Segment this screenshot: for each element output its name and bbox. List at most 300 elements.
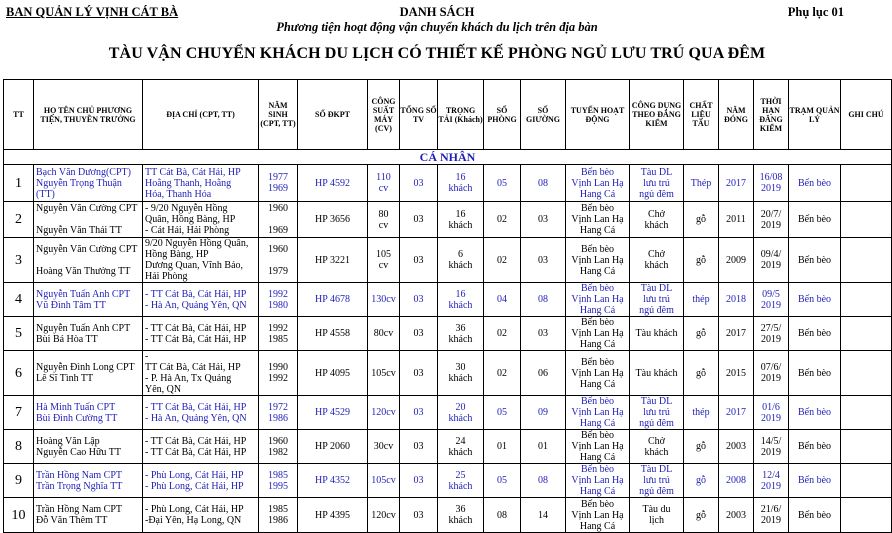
engine-power xyxy=(368,283,400,317)
bed-count: 01 xyxy=(521,430,566,464)
vessel-table xyxy=(3,79,892,533)
addresses xyxy=(143,238,259,283)
cell-line: Trần Trọng Nghĩa TT xyxy=(36,480,123,492)
operating-route xyxy=(566,165,630,202)
row-number: 6 xyxy=(4,351,34,396)
cell-line: Bến bèo xyxy=(580,464,615,475)
cell-line: khách xyxy=(644,446,669,458)
owner-captain-names xyxy=(34,464,143,498)
cell-line: cv xyxy=(378,183,389,194)
hull-material: gỗ xyxy=(684,464,719,498)
cell-line: Hồng Bàng, HP xyxy=(145,249,209,260)
crew-count: 03 xyxy=(400,238,438,283)
operating-route xyxy=(566,430,630,464)
passenger-capacity xyxy=(438,238,484,283)
registered-usage xyxy=(630,283,684,317)
build-year: 2015 xyxy=(719,351,754,396)
build-year: 2003 xyxy=(719,498,754,533)
cell-line: lưu trú xyxy=(643,407,670,418)
cell-line: - TT Cát Bà, Cát Hải, HP xyxy=(145,333,247,345)
inspection-expiry xyxy=(754,464,789,498)
bed-count: 03 xyxy=(521,317,566,351)
document-header xyxy=(0,0,874,75)
cell-line: khách xyxy=(448,260,473,271)
room-count: 05 xyxy=(484,464,521,498)
cell-line: 1980 xyxy=(268,299,288,311)
cell-line: TT Cát Bà, Cát Hải, HP xyxy=(145,166,241,178)
cell-line: khách xyxy=(448,412,473,424)
crew-count: 03 xyxy=(400,283,438,317)
passenger-capacity xyxy=(438,283,484,317)
cell-line: Tàu DL xyxy=(640,396,673,407)
table-row xyxy=(4,317,892,351)
bed-count: 08 xyxy=(521,464,566,498)
cell-line: khách xyxy=(448,219,473,231)
registration-number: HP 4558 xyxy=(298,317,368,351)
hull-material: gỗ xyxy=(684,430,719,464)
cell-line: khách xyxy=(448,299,473,311)
table-header-row xyxy=(4,80,892,150)
registration-number: HP 4095 xyxy=(298,351,368,396)
cell-line: -Đại Yên, Hạ Long, QN xyxy=(145,515,242,526)
cell-line: 09/4/ xyxy=(760,249,782,260)
build-year: 2017 xyxy=(719,165,754,202)
crew-count: 03 xyxy=(400,396,438,430)
crew-count: 03 xyxy=(400,317,438,351)
cell-line: Tàu DL xyxy=(640,166,673,178)
table-row xyxy=(4,202,892,238)
cell-line: Hoàng Văn Thưởng TT xyxy=(36,265,131,277)
note xyxy=(841,396,892,430)
cell-line: 105 xyxy=(376,249,391,260)
addresses xyxy=(143,464,259,498)
owner-captain-names xyxy=(34,351,143,396)
table-row xyxy=(4,498,892,533)
cell-line: 2019 xyxy=(761,480,781,492)
management-station: Bến bèo xyxy=(789,238,841,283)
birth-years xyxy=(259,202,298,238)
room-count: 02 xyxy=(484,238,521,283)
row-number: 4 xyxy=(4,283,34,317)
registration-number: HP 4395 xyxy=(298,498,368,533)
document-type: DANH SÁCH xyxy=(399,5,475,19)
engine-power xyxy=(368,165,400,202)
registered-usage xyxy=(630,498,684,533)
table-row xyxy=(4,396,892,430)
owner-captain-names xyxy=(34,317,143,351)
cell-line: ngủ đêm xyxy=(639,305,674,316)
owner-captain-names xyxy=(34,238,143,283)
passenger-capacity xyxy=(438,165,484,202)
col-header: TUYẾN HOẠT ĐỘNG xyxy=(566,80,630,150)
col-header: CÔNG SUẤT MÁY (CV) xyxy=(368,80,400,150)
note xyxy=(841,165,892,202)
room-count: 02 xyxy=(484,351,521,396)
agency-name: BAN QUẢN LÝ VỊNH CÁT BÀ xyxy=(6,5,179,19)
cell-line: Yên, QN xyxy=(145,384,182,395)
engine-power xyxy=(368,202,400,238)
cell-line: Vịnh Lan Hạ xyxy=(571,475,624,486)
cell-line: - TT Cát Bà, Cát Hải, HP xyxy=(145,446,247,458)
hull-material: thép xyxy=(684,396,719,430)
cell-line: Nguyễn Tuấn Anh CPT xyxy=(36,322,131,334)
row-number: 9 xyxy=(4,464,34,498)
cell-line: Vũ Đình Tâm TT xyxy=(36,299,106,311)
owner-captain-names xyxy=(34,283,143,317)
cell-line: 120cv xyxy=(371,509,396,521)
row-number: 10 xyxy=(4,498,34,533)
crew-count: 03 xyxy=(400,351,438,396)
cell-line: - TT Cát Bà, Cát Hải, HP xyxy=(145,401,247,413)
cell-line: 2019 xyxy=(761,260,781,271)
owner-captain-names xyxy=(34,396,143,430)
passenger-capacity xyxy=(438,202,484,238)
cell-line: 6 xyxy=(458,249,463,260)
document-title: TÀU VẬN CHUYỂN KHÁCH DU LỊCH CÓ THIẾT KẾ PHÒNG NGỦ LƯU TRÚ QUA ĐÊM xyxy=(108,45,766,62)
col-header: NĂM ĐÓNG xyxy=(719,80,754,150)
cell-line: cv xyxy=(378,219,389,231)
cell-line: 25 xyxy=(455,469,466,481)
cell-line: Bùi Đình Cường TT xyxy=(36,412,118,424)
registered-usage xyxy=(630,396,684,430)
col-header: SỐ PHÒNG xyxy=(484,80,521,150)
cell-line: ngủ đêm xyxy=(639,418,674,429)
cell-line: Tàu khách xyxy=(635,367,678,379)
cell-line: - xyxy=(145,351,149,362)
passenger-capacity xyxy=(438,317,484,351)
registration-number: HP 2060 xyxy=(298,430,368,464)
row-number: 5 xyxy=(4,317,34,351)
inspection-expiry xyxy=(754,165,789,202)
build-year: 2009 xyxy=(719,238,754,283)
cell-line: Bạch Văn Dương(CPT) xyxy=(36,166,131,178)
room-count: 08 xyxy=(484,498,521,533)
bed-count: 14 xyxy=(521,498,566,533)
table-row xyxy=(4,430,892,464)
build-year: 2017 xyxy=(719,317,754,351)
cell-line: Vịnh Lan Hạ xyxy=(571,441,624,452)
addresses xyxy=(143,202,259,238)
cell-line: 24 xyxy=(455,435,466,447)
cell-line: Nguyễn Trọng Thuận (TT) xyxy=(36,177,122,200)
crew-count: 03 xyxy=(400,430,438,464)
cell-line: 07/6/ xyxy=(760,362,782,373)
crew-count: 03 xyxy=(400,498,438,533)
cell-line: Nguyễn Cao Hữu TT xyxy=(36,446,121,458)
cell-line: Hang Cá xyxy=(579,418,616,429)
operating-route xyxy=(566,351,630,396)
cell-line: lưu trú xyxy=(643,294,670,305)
col-header: SỐ ĐKPT xyxy=(298,80,368,150)
cell-line: Tàu khách xyxy=(635,328,678,339)
registration-number: HP 4592 xyxy=(298,165,368,202)
cell-line: 120cv xyxy=(371,407,396,418)
cell-line: 30 xyxy=(455,362,466,373)
row-number: 7 xyxy=(4,396,34,430)
engine-power xyxy=(368,498,400,533)
room-count: 02 xyxy=(484,317,521,351)
cell-line: - Phù Long, Cát Hải, HP xyxy=(145,469,244,481)
cell-line: Vịnh Lan Hạ xyxy=(571,407,624,418)
addresses xyxy=(143,165,259,202)
registered-usage xyxy=(630,202,684,238)
cell-line: 1992 xyxy=(268,288,288,300)
note xyxy=(841,317,892,351)
bed-count: 03 xyxy=(521,202,566,238)
cell-line: Tàu DL xyxy=(640,464,673,475)
room-count: 02 xyxy=(484,202,521,238)
room-count: 01 xyxy=(484,430,521,464)
cell-line: 14/5/ xyxy=(760,435,782,447)
cell-line: 21/6/ xyxy=(760,504,782,515)
management-station: Bến bèo xyxy=(789,464,841,498)
note xyxy=(841,202,892,238)
addresses xyxy=(143,498,259,533)
owner-captain-names xyxy=(34,498,143,533)
cell-line: 1985 xyxy=(268,469,288,481)
cell-line: 1982 xyxy=(268,446,288,458)
cell-line: TT Cát Bà, Cát Hải, HP xyxy=(145,362,241,373)
cell-line: - Phù Long, Cát Hải, HP xyxy=(145,480,244,492)
hull-material: gỗ xyxy=(684,238,719,283)
addresses xyxy=(143,283,259,317)
cell-line: 130cv xyxy=(371,294,396,305)
management-station: Bến bèo xyxy=(789,202,841,238)
cell-line: - 9/20 Nguyễn Hồng xyxy=(145,203,228,214)
note xyxy=(841,464,892,498)
cell-line: 80 xyxy=(378,208,389,220)
cell-line: 36 xyxy=(455,322,466,334)
cell-line: Bùi Bá Hòa TT xyxy=(36,333,98,345)
table-row xyxy=(4,165,892,202)
cell-line: Chở xyxy=(648,435,665,447)
cell-line: lưu trú xyxy=(643,475,670,486)
cell-line: khách xyxy=(644,219,669,231)
cell-line: Bến bèo xyxy=(580,283,615,294)
engine-power xyxy=(368,430,400,464)
cell-line xyxy=(259,255,297,266)
cell-line: Vịnh Lan Hạ xyxy=(571,294,624,305)
cell-line: Hang Cá xyxy=(579,265,616,277)
cell-line: 1979 xyxy=(268,265,288,277)
crew-count: 03 xyxy=(400,464,438,498)
cell-line: 20 xyxy=(455,401,466,413)
inspection-expiry xyxy=(754,498,789,533)
inspection-expiry xyxy=(754,202,789,238)
birth-years xyxy=(259,317,298,351)
cell-line: Nguyễn Văn Thái TT xyxy=(36,225,122,236)
cell-line: 20/7/ xyxy=(760,208,782,220)
table-row xyxy=(4,283,892,317)
birth-years xyxy=(259,498,298,533)
cell-line: Bến bèo xyxy=(580,396,615,407)
passenger-capacity xyxy=(438,464,484,498)
col-header: THỜI HẠN ĐĂNG KIỂM xyxy=(754,80,789,150)
col-header: HỌ TÊN CHỦ PHƯƠNG TIỆN, THUYỀN TRƯỞNG xyxy=(34,80,143,150)
engine-power xyxy=(368,317,400,351)
management-station: Bến bèo xyxy=(789,498,841,533)
management-station: Bến bèo xyxy=(789,351,841,396)
build-year: 2011 xyxy=(719,202,754,238)
registered-usage xyxy=(630,238,684,283)
addresses xyxy=(143,351,259,396)
passenger-capacity xyxy=(438,396,484,430)
cell-line: Tàu DL xyxy=(640,283,673,294)
hull-material: thép xyxy=(684,283,719,317)
cell-line: 16/08 xyxy=(759,172,783,183)
cell-line: Hang Cá xyxy=(579,339,616,350)
cell-line: lịch xyxy=(649,515,664,526)
cell-line: Chở xyxy=(648,249,665,260)
appendix-label: Phụ lục 01 xyxy=(787,5,844,19)
cell-line: 1995 xyxy=(268,480,288,492)
col-header: NĂM SINH (CPT, TT) xyxy=(259,80,298,150)
management-station: Bến bèo xyxy=(789,283,841,317)
cell-line: Hóa, Thanh Hóa xyxy=(145,188,212,200)
cell-line: 1969 xyxy=(268,183,288,194)
cell-line: lưu trú xyxy=(643,177,670,189)
cell-line: Hải Phòng xyxy=(145,271,188,282)
col-header: TRỌNG TẢI (Khách) xyxy=(438,80,484,150)
cell-line xyxy=(259,214,297,225)
cell-line: Lê Sĩ Tình TT xyxy=(36,373,94,384)
cell-line: khách xyxy=(448,515,473,526)
registration-number: HP 4678 xyxy=(298,283,368,317)
cell-line: Bến bèo xyxy=(580,498,615,510)
cell-line: Vịnh Lan Hạ xyxy=(571,367,624,379)
cell-line: khách xyxy=(448,373,473,384)
section-row xyxy=(4,150,892,165)
birth-years xyxy=(259,396,298,430)
cell-line: 16 xyxy=(455,288,466,300)
operating-route xyxy=(566,498,630,533)
cell-line: 2019 xyxy=(761,412,781,424)
cell-line: 1985 xyxy=(268,504,288,515)
cell-line: Hoằng Thanh, Hoằng xyxy=(145,177,232,189)
cell-line: 80cv xyxy=(373,328,394,339)
cell-line: 27/5/ xyxy=(760,322,782,334)
table-row xyxy=(4,464,892,498)
birth-years xyxy=(259,165,298,202)
management-station: Bến bèo xyxy=(789,430,841,464)
cell-line: - Phù Long, Cát Hải, HP xyxy=(145,504,244,515)
room-count: 04 xyxy=(484,283,521,317)
cell-line: khách xyxy=(448,480,473,492)
cell-line: 1986 xyxy=(268,412,288,424)
row-number: 8 xyxy=(4,430,34,464)
registered-usage xyxy=(630,351,684,396)
registration-number: HP 3656 xyxy=(298,202,368,238)
crew-count: 03 xyxy=(400,165,438,202)
cell-line: Vịnh Lan Hạ xyxy=(571,177,624,189)
passenger-capacity xyxy=(438,498,484,533)
row-number: 2 xyxy=(4,202,34,238)
cell-line: 2019 xyxy=(761,373,781,384)
bed-count: 09 xyxy=(521,396,566,430)
cell-line: 1977 xyxy=(268,172,288,183)
cell-line: khách xyxy=(448,446,473,458)
management-station: Bến bèo xyxy=(789,396,841,430)
cell-line: 1990 xyxy=(268,362,288,373)
cell-line: 1992 xyxy=(268,322,288,334)
cell-line: Nguyễn Đình Long CPT xyxy=(36,362,135,373)
cell-line: - Hà An, Quảng Yên, QN xyxy=(145,299,247,311)
registration-number: HP 4352 xyxy=(298,464,368,498)
cell-line: Nguyễn Văn Cường CPT xyxy=(36,203,138,214)
inspection-expiry xyxy=(754,430,789,464)
cell-line: 2019 xyxy=(761,183,781,194)
cell-line: Tàu du xyxy=(642,504,671,515)
cell-line: Hang Cá xyxy=(579,486,616,497)
document-subtitle: Phương tiện hoạt động vận chuyển khách du lịch trên địa bàn xyxy=(276,20,598,34)
operating-route xyxy=(566,202,630,238)
cell-line: - P. Hà An, Tx Quảng xyxy=(145,373,232,384)
hull-material: gỗ xyxy=(684,317,719,351)
engine-power xyxy=(368,351,400,396)
operating-route xyxy=(566,396,630,430)
cell-line: ngủ đêm xyxy=(639,486,674,497)
birth-years xyxy=(259,238,298,283)
hull-material: gỗ xyxy=(684,498,719,533)
build-year: 2017 xyxy=(719,396,754,430)
cell-line: 16 xyxy=(455,172,466,183)
cell-line: Dương Quan, Vĩnh Bảo, xyxy=(145,260,244,271)
col-header: CÔNG DỤNG THEO ĐĂNG KIỂM xyxy=(630,80,684,150)
cell-line: Hà Minh Tuấn CPT xyxy=(36,401,116,413)
operating-route xyxy=(566,238,630,283)
owner-captain-names xyxy=(34,165,143,202)
cell-line: Hang Cá xyxy=(579,520,616,532)
cell-line: Hang Cá xyxy=(579,305,616,316)
cell-line: 105cv xyxy=(371,475,396,486)
cell-line: 16 xyxy=(455,208,466,220)
cell-line: - TT Cát Bà, Cát Hải, HP xyxy=(145,322,247,334)
cell-line: 1972 xyxy=(268,401,288,413)
cell-line: Hang Cá xyxy=(579,378,616,390)
management-station: Bến bèo xyxy=(789,165,841,202)
row-number: 1 xyxy=(4,165,34,202)
owner-captain-names xyxy=(34,202,143,238)
cell-line: Vịnh Lan Hạ xyxy=(571,254,624,266)
cell-line: 105cv xyxy=(371,367,396,379)
management-station: Bến bèo xyxy=(789,317,841,351)
cell-line: Quân, Hồng Bàng, HP xyxy=(145,214,236,225)
room-count: 05 xyxy=(484,396,521,430)
build-year: 2003 xyxy=(719,430,754,464)
col-header: TRẠM QUẢN LÝ xyxy=(789,80,841,150)
bed-count: 06 xyxy=(521,351,566,396)
note xyxy=(841,430,892,464)
hull-material: gỗ xyxy=(684,202,719,238)
cell-line: 1960 xyxy=(268,435,288,447)
col-header: ĐỊA CHỈ (CPT, TT) xyxy=(143,80,259,150)
cell-line: 12/4 xyxy=(762,469,780,481)
registered-usage xyxy=(630,464,684,498)
cell-line: 30cv xyxy=(373,441,394,452)
note xyxy=(841,283,892,317)
cell-line: Hang Cá xyxy=(579,452,616,463)
cell-line: - TT Cát Bà, Cát Hải, HP xyxy=(145,288,247,300)
cell-line xyxy=(36,255,142,266)
note xyxy=(841,238,892,283)
registered-usage xyxy=(630,430,684,464)
cell-line: khách xyxy=(448,333,473,345)
cell-line: Bến bèo xyxy=(580,166,615,178)
cell-line: Chở xyxy=(648,208,665,220)
col-header: SỐ GIƯỜNG xyxy=(521,80,566,150)
passenger-capacity xyxy=(438,430,484,464)
note xyxy=(841,351,892,396)
